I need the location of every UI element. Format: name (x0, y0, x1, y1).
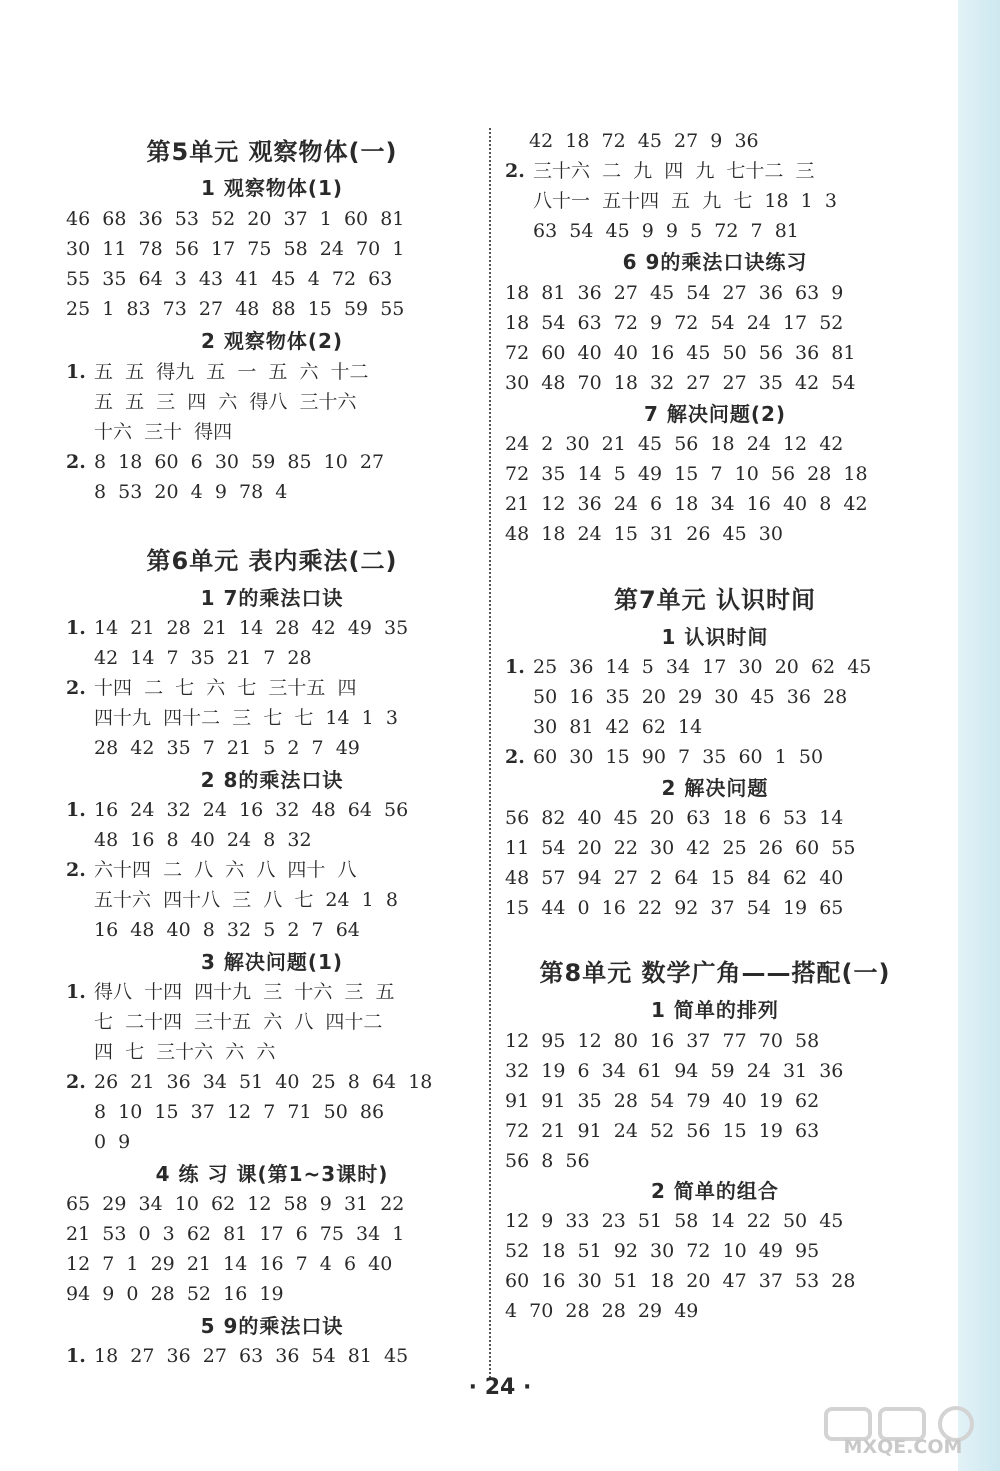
answer-row: 72 60 40 40 16 45 50 56 36 81 (505, 342, 856, 364)
answer-row: 28 42 35 7 21 5 2 7 49 (94, 737, 360, 759)
question-1 (66, 1343, 408, 1369)
u6-lesson3-heading: 3 解决问题(1) (200, 950, 344, 974)
question-number: 1. (66, 799, 86, 821)
question-number: 2. (505, 160, 525, 182)
answer-text: 五 五 得九 五 一 五 六 十二 (94, 361, 369, 383)
answer-text: 8 18 60 6 30 59 85 10 27 (94, 451, 385, 473)
question-number: 2. (66, 677, 86, 699)
answer-row: 94 9 0 28 52 16 19 (66, 1283, 284, 1305)
unit5-heading: 第5单元 观察物体(一) (146, 138, 398, 166)
answer-row: 91 91 35 28 54 79 40 19 62 (505, 1090, 820, 1112)
answer-row: 五 五 三 四 六 得八 三十六 (94, 391, 357, 413)
u6-lesson7-heading: 7 解决问题(2) (643, 402, 787, 426)
watermark-text: MXQE.COM (843, 1436, 963, 1458)
answer-row: 十六 三十 得四 (94, 421, 233, 443)
answer-text: 十四 二 七 六 七 三十五 四 (94, 677, 357, 699)
question-2 (505, 158, 814, 184)
answer-text: 16 24 32 24 16 32 48 64 56 (94, 799, 409, 821)
answer-row: 65 29 34 10 62 12 58 9 31 22 (66, 1193, 405, 1215)
answer-row: 4 70 28 28 29 49 (505, 1300, 699, 1322)
answer-row: 72 35 14 5 49 15 7 10 56 28 18 (505, 463, 868, 485)
answer-row: 18 81 36 27 45 54 27 36 63 9 (505, 282, 844, 304)
answer-row: 七 二十四 三十五 六 八 四十二 (94, 1011, 383, 1033)
answer-row: 30 81 42 62 14 (533, 716, 703, 738)
question-2 (66, 449, 384, 475)
answer-row: 8 53 20 4 9 78 4 (94, 481, 288, 503)
answer-row: 48 18 24 15 31 26 45 30 (505, 523, 783, 545)
u6-lesson4-heading: 4 练 习 课(第1~3课时) (155, 1162, 389, 1186)
question-2 (66, 1069, 432, 1095)
u8-lesson1-heading: 1 简单的排列 (651, 998, 779, 1022)
answer-row: 五十六 四十八 三 八 七 24 1 8 (94, 889, 398, 911)
question-number: 1. (66, 1345, 86, 1367)
question-number: 1. (505, 656, 525, 678)
question-number: 1. (66, 981, 86, 1003)
question-number: 1. (66, 361, 86, 383)
answer-row: 55 35 64 3 43 41 45 4 72 63 (66, 268, 393, 290)
question-number: 2. (66, 859, 86, 881)
answer-row: 18 54 63 72 9 72 54 24 17 52 (505, 312, 844, 334)
u6-lesson2-heading: 2 8的乘法口诀 (200, 768, 344, 792)
question-number: 2. (505, 746, 525, 768)
answer-text: 25 36 14 5 34 17 30 20 62 45 (533, 656, 872, 678)
answer-text: 六十四 二 八 六 八 四十 八 (94, 859, 357, 881)
question-1 (66, 615, 408, 641)
u8-lesson2-heading: 2 简单的组合 (651, 1179, 779, 1203)
answer-row: 48 16 8 40 24 8 32 (94, 829, 312, 851)
page-edge-tint (958, 0, 1000, 1471)
answer-row: 48 57 94 27 2 64 15 84 62 40 (505, 867, 844, 889)
answer-row: 21 12 36 24 6 18 34 16 40 8 42 (505, 493, 868, 515)
answer-row: 八十一 五十四 五 九 七 18 1 3 (533, 190, 837, 212)
answer-row: 21 53 0 3 62 81 17 6 75 34 1 (66, 1223, 405, 1245)
u5-lesson2-heading: 2 观察物体(2) (200, 329, 344, 353)
answer-row: 12 7 1 29 21 14 16 7 4 6 40 (66, 1253, 393, 1275)
u6-lesson1-heading: 1 7的乘法口诀 (200, 586, 344, 610)
question-number: 2. (66, 451, 86, 473)
answer-row: 24 2 30 21 45 56 18 24 12 42 (505, 433, 844, 455)
answer-text: 得八 十四 四十九 三 十六 三 五 (94, 981, 395, 1003)
answer-row: 56 8 56 (505, 1150, 590, 1172)
question-1 (66, 979, 394, 1005)
answer-row: 52 18 51 92 30 72 10 49 95 (505, 1240, 820, 1262)
question-2 (66, 857, 356, 883)
answer-row: 42 18 72 45 27 9 36 (529, 130, 759, 152)
u6-lesson6-heading: 6 9的乘法口诀练习 (622, 250, 808, 274)
u7-lesson1-heading: 1 认识时间 (661, 625, 769, 649)
answer-row: 四十九 四十二 三 七 七 14 1 3 (94, 707, 398, 729)
answer-row: 11 54 20 22 30 42 25 26 60 55 (505, 837, 856, 859)
answer-row: 46 68 36 53 52 20 37 1 60 81 (66, 208, 405, 230)
answer-row: 56 82 40 45 20 63 18 6 53 14 (505, 807, 844, 829)
answer-text: 60 30 15 90 7 35 60 1 50 (533, 746, 824, 768)
unit6-heading: 第6单元 表内乘法(二) (146, 547, 398, 575)
question-number: 1. (66, 617, 86, 639)
answer-row: 72 21 91 24 52 56 15 19 63 (505, 1120, 820, 1142)
answer-row: 12 9 33 23 51 58 14 22 50 45 (505, 1210, 844, 1232)
page-number: · 24 · (468, 1375, 532, 1400)
question-2 (66, 675, 356, 701)
answer-row: 12 95 12 80 16 37 77 70 58 (505, 1030, 820, 1052)
answer-text: 14 21 28 21 14 28 42 49 35 (94, 617, 409, 639)
u6-lesson5-heading: 5 9的乘法口诀 (200, 1314, 344, 1338)
answer-text: 26 21 36 34 51 40 25 8 64 18 (94, 1071, 433, 1093)
answer-row: 42 14 7 35 21 7 28 (94, 647, 312, 669)
answer-row: 四 七 三十六 六 六 (94, 1041, 276, 1063)
unit8-heading: 第8单元 数学广角——搭配(一) (539, 959, 891, 987)
answer-row: 30 11 78 56 17 75 58 24 70 1 (66, 238, 405, 260)
answer-text: 三十六 二 九 四 九 七十二 三 (533, 160, 815, 182)
u5-lesson1-heading: 1 观察物体(1) (200, 176, 344, 200)
question-2 (505, 744, 823, 770)
answer-row: 8 10 15 37 12 7 71 50 86 (94, 1101, 385, 1123)
column-divider (489, 128, 491, 1378)
answer-row: 63 54 45 9 9 5 72 7 81 (533, 220, 799, 242)
u7-lesson2-heading: 2 解决问题 (661, 776, 769, 800)
answer-row: 60 16 30 51 18 20 47 37 53 28 (505, 1270, 856, 1292)
answer-row: 30 48 70 18 32 27 27 35 42 54 (505, 372, 856, 394)
answer-row: 15 44 0 16 22 92 37 54 19 65 (505, 897, 844, 919)
question-1 (505, 654, 871, 680)
question-1 (66, 359, 369, 385)
question-1 (66, 797, 408, 823)
answer-row: 25 1 83 73 27 48 88 15 59 55 (66, 298, 405, 320)
question-number: 2. (66, 1071, 86, 1093)
answer-row: 32 19 6 34 61 94 59 24 31 36 (505, 1060, 844, 1082)
unit7-heading: 第7单元 认识时间 (613, 586, 817, 614)
answer-row: 50 16 35 20 29 30 45 36 28 (533, 686, 848, 708)
answer-row: 16 48 40 8 32 5 2 7 64 (94, 919, 360, 941)
answer-text: 18 27 36 27 63 36 54 81 45 (94, 1345, 409, 1367)
answer-row: 0 9 (94, 1131, 131, 1153)
